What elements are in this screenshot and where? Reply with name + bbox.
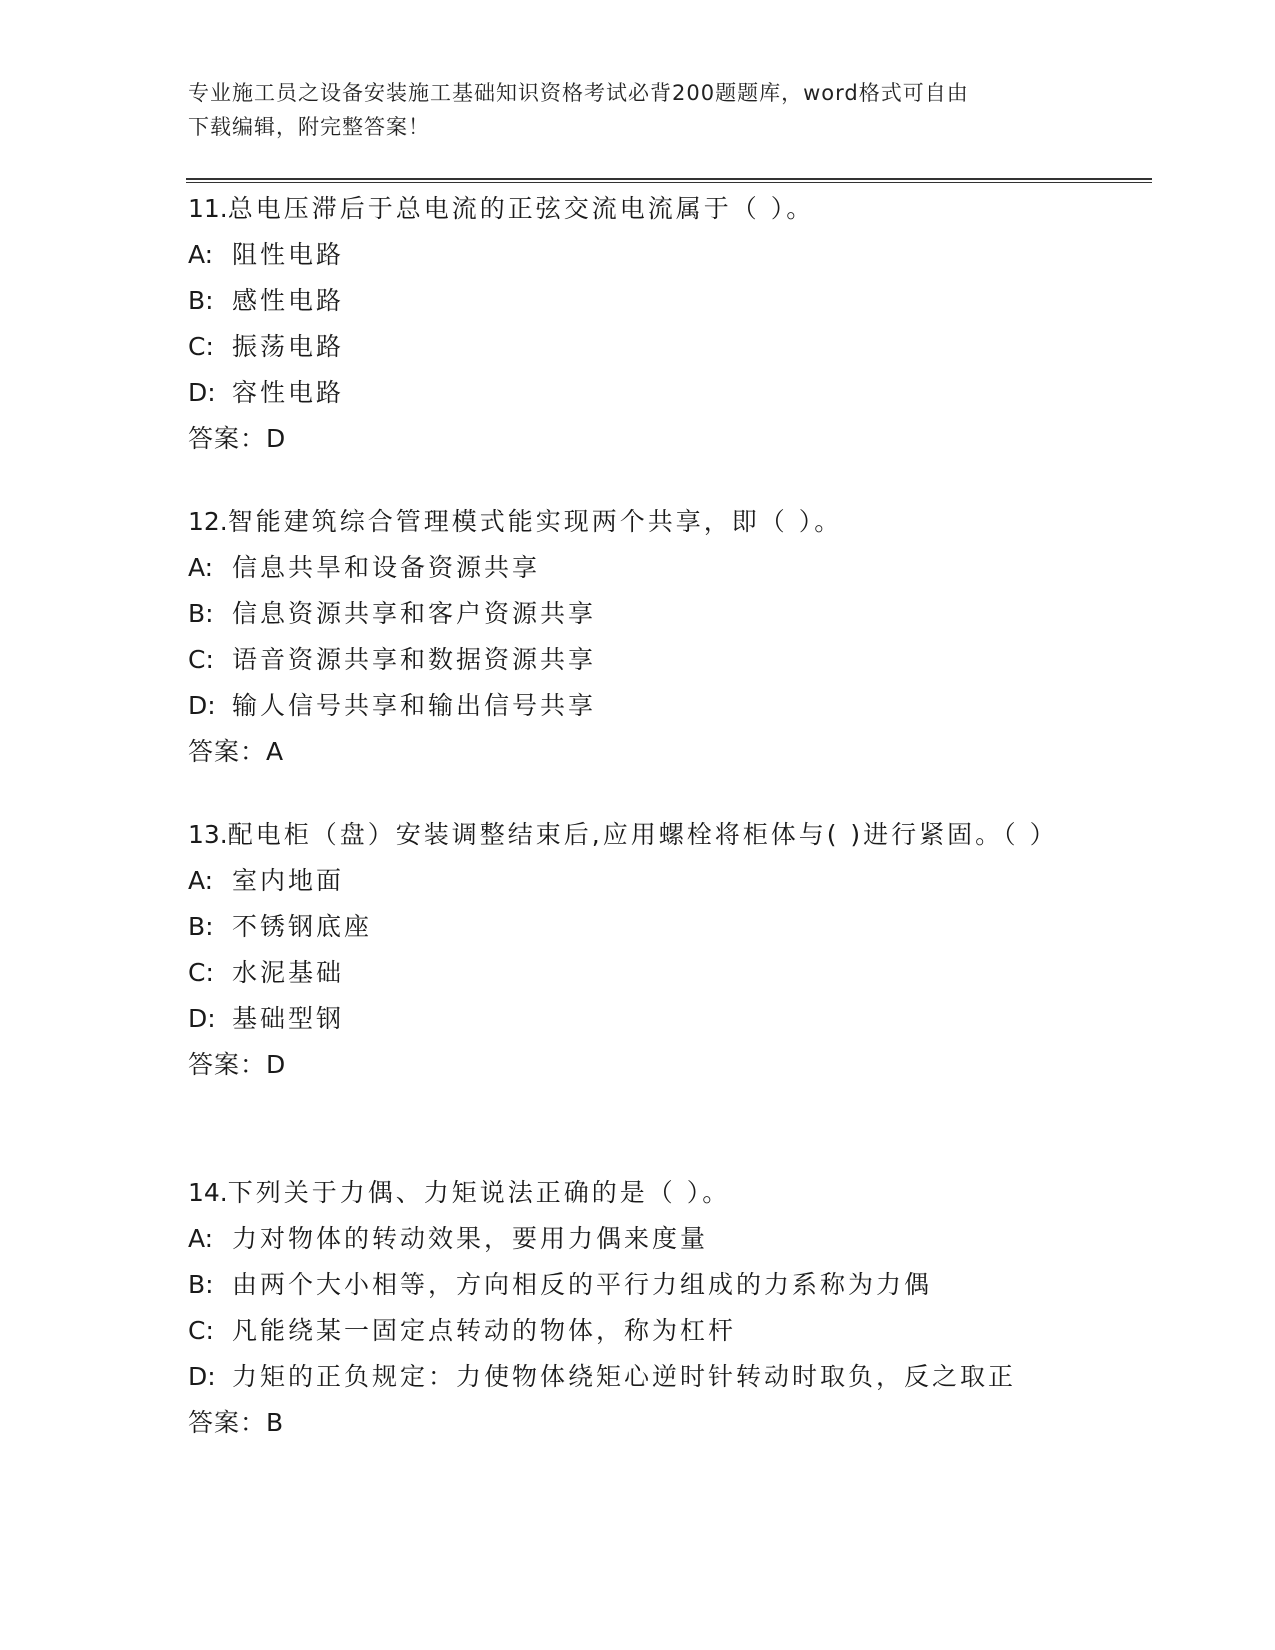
option-b	[188, 1262, 1088, 1308]
question-14	[188, 1170, 1088, 1446]
option-b	[188, 591, 1088, 637]
question-11	[188, 186, 1088, 462]
question-13	[188, 812, 1088, 1088]
question-stem	[188, 186, 1088, 232]
question-text: 配电柜（盘）安装调整结束后,应用螺栓将柜体与( )进行紧固。（ ）	[227, 820, 1058, 849]
option-text: 凡能绕某一固定点转动的物体，称为杠杆	[232, 1316, 737, 1345]
option-b	[188, 904, 1088, 950]
option-letter: C:	[188, 332, 214, 361]
option-letter: A:	[188, 1224, 214, 1253]
option-letter: C:	[188, 958, 214, 987]
question-12	[188, 499, 1088, 775]
option-text: 阻性电路	[232, 240, 345, 269]
option-text: 信息共旱和设备资源共享	[232, 553, 541, 582]
option-text: 不锈钢底座	[232, 912, 373, 941]
option-a	[188, 1216, 1088, 1262]
option-letter: D:	[188, 1362, 216, 1391]
option-letter: D:	[188, 378, 216, 407]
question-text: 下列关于力偶、力矩说法正确的是（ ）。	[227, 1178, 731, 1207]
option-letter: A:	[188, 240, 214, 269]
option-a	[188, 545, 1088, 591]
option-text: 信息资源共享和客户资源共享	[232, 599, 597, 628]
option-letter: D:	[188, 1004, 216, 1033]
option-text: 由两个大小相等，方向相反的平行力组成的力系称为力偶	[232, 1270, 933, 1299]
question-stem	[188, 499, 1088, 545]
option-text: 水泥基础	[232, 958, 345, 987]
option-text: 基础型钢	[232, 1004, 345, 1033]
question-stem	[188, 1170, 1088, 1216]
answer-line: 答案：D	[188, 1050, 287, 1079]
option-text: 感性电路	[232, 286, 345, 315]
header-divider-thin	[186, 182, 1152, 183]
option-c	[188, 950, 1088, 996]
option-letter: B:	[188, 286, 214, 315]
option-d	[188, 683, 1088, 729]
option-letter: A:	[188, 866, 214, 895]
answer-line: 答案：A	[188, 737, 285, 766]
option-d	[188, 1354, 1088, 1400]
option-d	[188, 370, 1088, 416]
option-letter: B:	[188, 1270, 214, 1299]
option-text: 输人信号共享和输出信号共享	[232, 691, 597, 720]
option-c	[188, 637, 1088, 683]
option-text: 室内地面	[232, 866, 345, 895]
option-a	[188, 232, 1088, 278]
document-header	[188, 76, 1068, 144]
header-divider-thick	[186, 178, 1152, 180]
question-number: 14.	[188, 1178, 228, 1207]
option-letter: C:	[188, 1316, 214, 1345]
option-text: 语音资源共享和数据资源共享	[232, 645, 597, 674]
header-line-1: 专业施工员之设备安装施工基础知识资格考试必背200题题库，word格式可自由	[188, 81, 969, 105]
question-stem	[188, 812, 1092, 858]
question-number: 12.	[188, 507, 228, 536]
option-a	[188, 858, 1088, 904]
header-line-2: 下载编辑，附完整答案！	[188, 115, 430, 139]
question-number: 13.	[188, 820, 228, 849]
option-letter: B:	[188, 599, 214, 628]
option-letter: D:	[188, 691, 216, 720]
option-text: 振荡电路	[232, 332, 345, 361]
question-text: 总电压滞后于总电流的正弦交流电流属于（ ）。	[227, 194, 815, 223]
option-text: 力对物体的转动效果，要用力偶来度量	[232, 1224, 709, 1253]
question-number: 11.	[188, 194, 228, 223]
option-d	[188, 996, 1088, 1042]
option-letter: B:	[188, 912, 214, 941]
question-text: 智能建筑综合管理模式能实现两个共享，即（ ）。	[227, 507, 843, 536]
option-text: 力矩的正负规定：力使物体绕矩心逆时针转动时取负，反之取正	[232, 1362, 1017, 1391]
option-letter: C:	[188, 645, 214, 674]
answer-line: 答案：D	[188, 424, 287, 453]
option-b	[188, 278, 1088, 324]
option-c	[188, 324, 1088, 370]
option-c	[188, 1308, 1088, 1354]
answer-line: 答案：B	[188, 1408, 285, 1437]
option-text: 容性电路	[232, 378, 345, 407]
option-letter: A:	[188, 553, 214, 582]
